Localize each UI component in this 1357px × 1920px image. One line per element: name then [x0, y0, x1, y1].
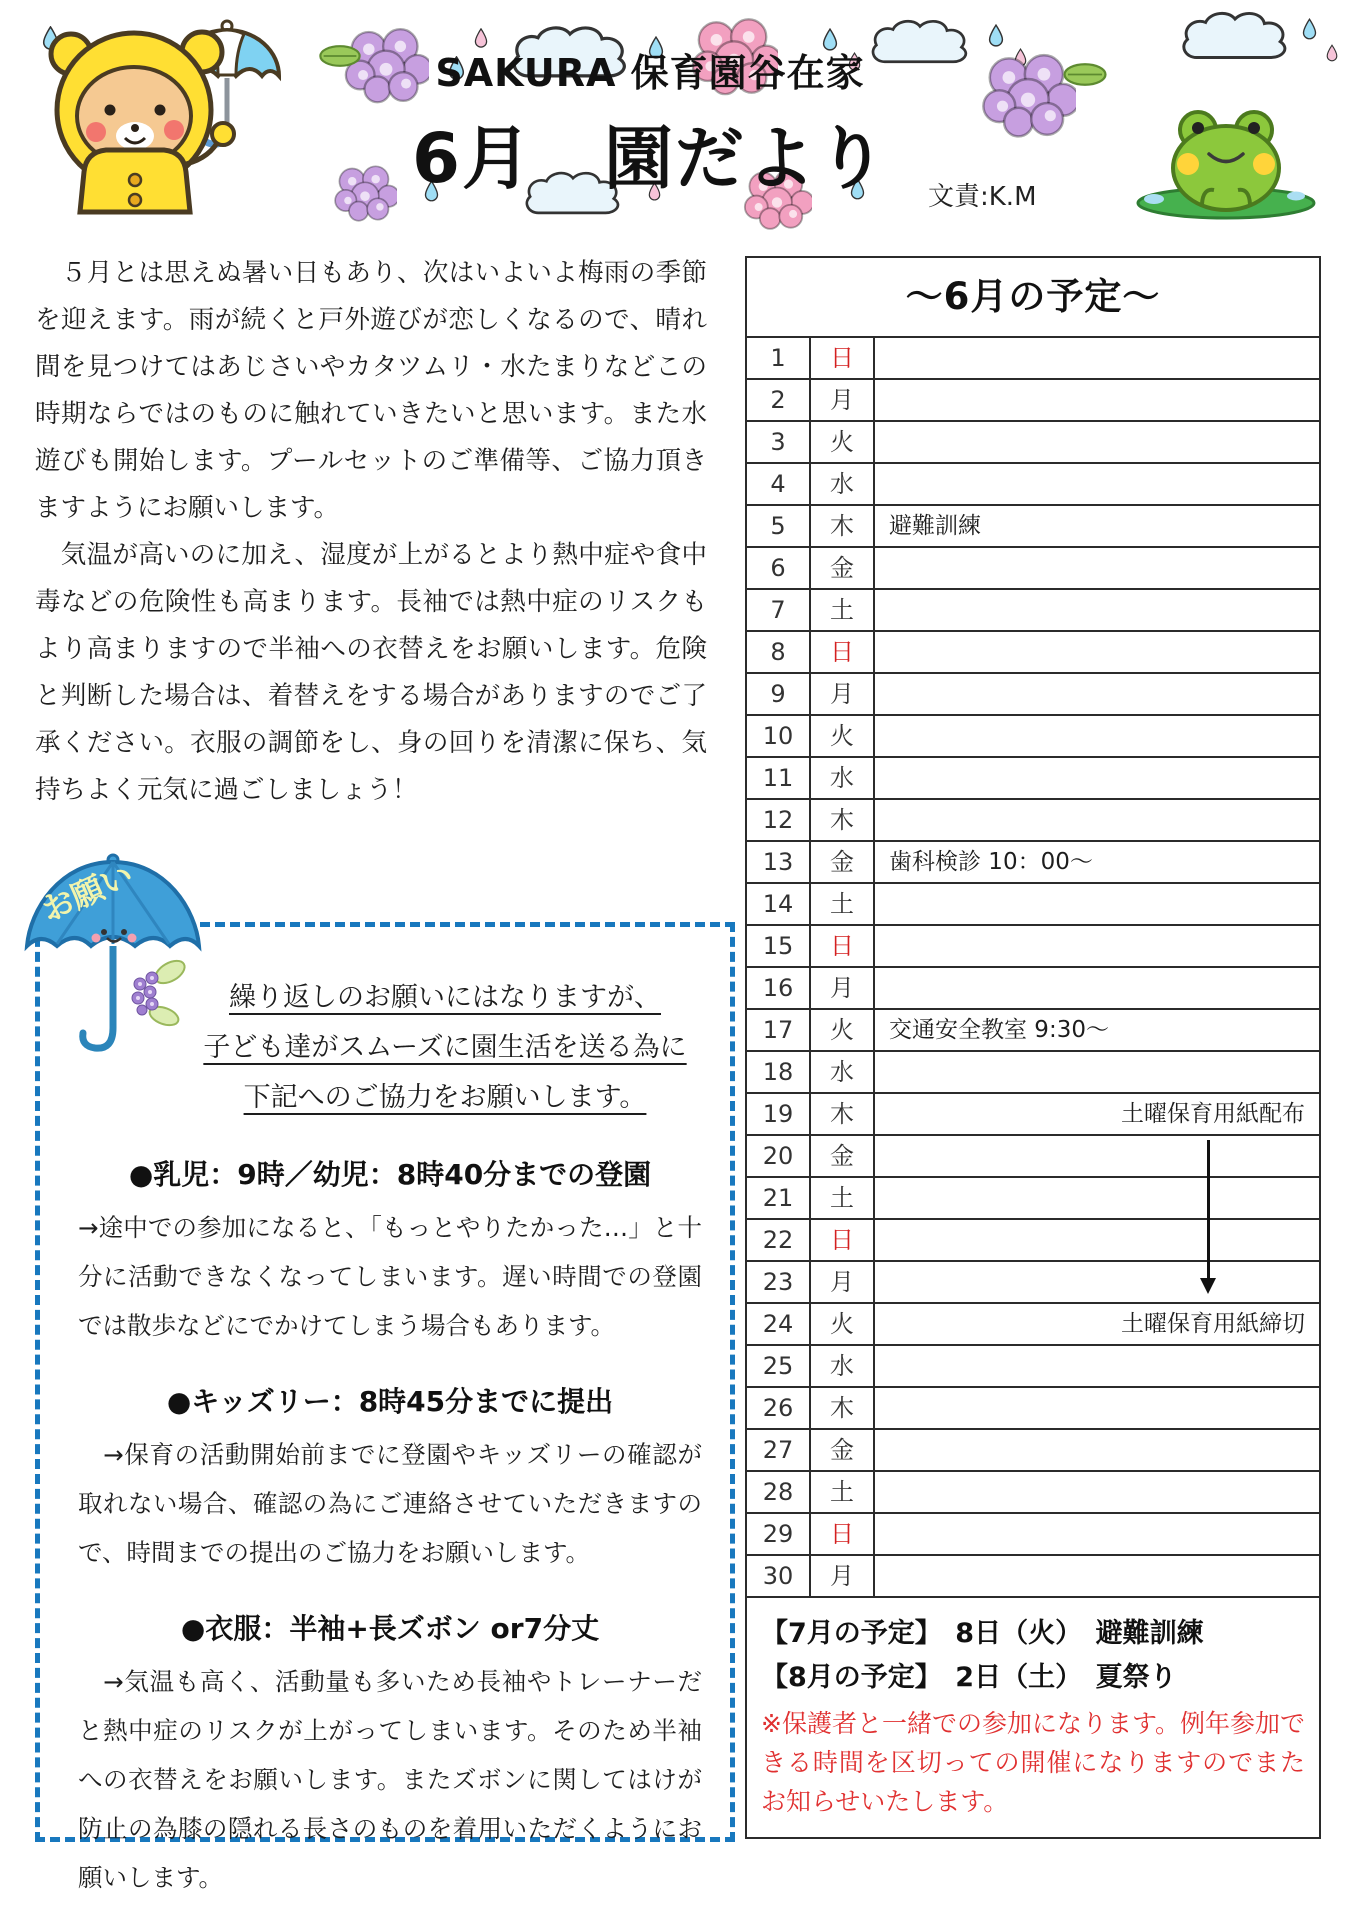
day-number: 24 [747, 1304, 811, 1344]
table-row [747, 1178, 1319, 1220]
event-cell [875, 800, 1319, 840]
weekday: 水 [811, 464, 875, 504]
weekday: 土 [811, 884, 875, 924]
request-intro [188, 973, 702, 1123]
weekday: 月 [811, 1262, 875, 1302]
calendar-rows [745, 338, 1321, 1598]
request-intro-line3: 下記へのご協力をお願いします。 [243, 1082, 647, 1113]
table-row [747, 632, 1319, 674]
table-row [747, 1388, 1319, 1430]
event-cell: 避難訓練 [889, 513, 981, 539]
weekday: 金 [811, 548, 875, 588]
request-intro-line2: 子ども達がスムーズに園生活を送る為に [203, 1032, 687, 1063]
table-row [747, 716, 1319, 758]
table-row [747, 758, 1319, 800]
section-heading: ●乳児：9時／幼児：8時40分までの登園 [128, 1158, 652, 1191]
section-heading: ●キッズリー：8時45分までに提出 [166, 1385, 614, 1418]
school-name: SAKURA 保育園谷在家 [435, 51, 865, 95]
event-cell [875, 1514, 1319, 1554]
table-row [747, 1094, 1319, 1136]
table-row [747, 380, 1319, 422]
event-cell [875, 590, 1319, 630]
section-body: →途中での参加になると、「もっとやりたかった…」と十分に活動できなくなってしまいます。遅い時間での登園では散歩などにでかけてしまう場合もあります。 [78, 1213, 702, 1340]
day-number: 17 [747, 1010, 811, 1050]
table-row [747, 1472, 1319, 1514]
table-row [747, 842, 1319, 884]
table-row [747, 338, 1319, 380]
table-row [747, 1556, 1319, 1598]
weekday: 日 [811, 926, 875, 966]
day-number: 23 [747, 1262, 811, 1302]
raindrop-icon [1326, 44, 1338, 62]
event-cell [875, 1472, 1319, 1512]
weekday: 金 [811, 1430, 875, 1470]
table-row [747, 548, 1319, 590]
weekday: 水 [811, 1346, 875, 1386]
table-row [747, 884, 1319, 926]
table-row [747, 506, 1319, 548]
table-row [747, 1220, 1319, 1262]
event-cell: 土曜保育用紙配布 [1121, 1101, 1305, 1127]
request-section-clothing [78, 1607, 702, 1902]
event-cell [875, 968, 1319, 1008]
weekday: 火 [811, 1304, 875, 1344]
raindrop-icon [988, 24, 1004, 47]
newsletter-header [350, 42, 950, 202]
day-number: 22 [747, 1220, 811, 1260]
event-cell [875, 548, 1319, 588]
table-row [747, 464, 1319, 506]
table-row [747, 1346, 1319, 1388]
event-cell: 土曜保育用紙締切 [1121, 1311, 1305, 1337]
table-row [747, 1304, 1319, 1346]
day-number: 2 [747, 380, 811, 420]
page-title: 6月 園だより [411, 119, 888, 199]
weekday: 火 [811, 716, 875, 756]
day-number: 26 [747, 1388, 811, 1428]
event-cell [875, 674, 1319, 714]
day-number: 30 [747, 1556, 811, 1596]
weekday: 水 [811, 1052, 875, 1092]
table-row [747, 422, 1319, 464]
event-cell [875, 464, 1319, 504]
day-number: 20 [747, 1136, 811, 1176]
schedule-title: ～6月の予定～ [745, 256, 1321, 338]
weekday: 金 [811, 1136, 875, 1176]
day-number: 11 [747, 758, 811, 798]
intro-paragraph-2: 気温が高いのに加え、湿度が上がるとより熱中症や食中毒などの危険性も高まります。長袖では熱中症のリスクもより高まりますので半袖への衣替えをお願いします。危険と判断した場合は、着替えをする場合がありますのでご了承ください。衣服の調節をし、身の回りを清潔に保ち、気持ちよく元気に過ごしましょう！ [35, 540, 707, 805]
weekday: 日 [811, 338, 875, 378]
table-row [747, 1136, 1319, 1178]
raindrop-icon [1302, 18, 1317, 40]
intro-text [35, 250, 707, 814]
weekday: 木 [811, 800, 875, 840]
event-cell [875, 1430, 1319, 1470]
day-number: 18 [747, 1052, 811, 1092]
day-number: 6 [747, 548, 811, 588]
weekday: 木 [811, 506, 875, 546]
event-cell [875, 758, 1319, 798]
intro-paragraph-1: ５月とは思えぬ暑い日もあり、次はいよいよ梅雨の季節を迎えます。雨が続くと戸外遊びが恋しくなるので、晴れ間を見つけてはあじさいやカタツムリ・水たまりなどこの時期ならではのものに触れていきたいと思います。また水遊びも開始します。プールセットのご準備等、ご協力頂きますようにお願いします。 [35, 258, 707, 523]
event-cell [875, 926, 1319, 966]
onegai-umbrella-icon [18, 850, 208, 1075]
day-number: 14 [747, 884, 811, 924]
frog-icon [1128, 92, 1324, 220]
schedule-arrow-down-icon [1207, 1140, 1210, 1288]
weekday: 土 [811, 1178, 875, 1218]
table-row [747, 968, 1319, 1010]
weekday: 日 [811, 632, 875, 672]
event-cell [875, 380, 1319, 420]
table-row [747, 1514, 1319, 1556]
weekday: 金 [811, 842, 875, 882]
table-row [747, 926, 1319, 968]
day-number: 19 [747, 1094, 811, 1134]
weekday: 月 [811, 674, 875, 714]
day-number: 7 [747, 590, 811, 630]
day-number: 5 [747, 506, 811, 546]
event-cell [875, 1052, 1319, 1092]
weekday: 月 [811, 968, 875, 1008]
event-cell [875, 1136, 1319, 1176]
author-credit: 文責:K.M [928, 182, 1037, 212]
parent-participation-note: ※保護者と一緒での参加になります。例年参加できる時間を区切っての開催になりますのでまたお知らせいたします。 [761, 1709, 1305, 1816]
july-plan: 【7月の予定】 8日（火） 避難訓練 [761, 1618, 1204, 1649]
day-number: 15 [747, 926, 811, 966]
request-intro-line1: 繰り返しのお願いにはなりますが、 [229, 982, 661, 1013]
event-cell [875, 1346, 1319, 1386]
table-row [747, 590, 1319, 632]
event-cell [875, 1388, 1319, 1428]
day-number: 21 [747, 1178, 811, 1218]
event-cell [875, 1262, 1319, 1302]
event-cell [875, 716, 1319, 756]
weekday: 火 [811, 1010, 875, 1050]
table-row [747, 1430, 1319, 1472]
request-section-kidsly [78, 1380, 702, 1577]
day-number: 1 [747, 338, 811, 378]
section-heading: ●衣服：半袖+長ズボン or7分丈 [180, 1612, 600, 1645]
request-section-arrival [78, 1153, 702, 1350]
weekday: 水 [811, 758, 875, 798]
day-number: 8 [747, 632, 811, 672]
bear-in-raincoat-icon [14, 12, 336, 218]
weekday: 日 [811, 1220, 875, 1260]
cloud-icon [1176, 10, 1294, 62]
day-number: 28 [747, 1472, 811, 1512]
event-cell [875, 1556, 1319, 1596]
day-number: 27 [747, 1430, 811, 1470]
section-body: →気温も高く、活動量も多いため長袖やトレーナーだと熱中症のリスクが上がってしまいます。そのため半袖への衣替えをお願いします。またズボンに関してはけが防止の為膝の隠れる長さのものを着用いただくようにお願いします。 [78, 1667, 702, 1892]
event-cell [875, 422, 1319, 462]
weekday: 木 [811, 1094, 875, 1134]
event-cell [875, 632, 1319, 672]
weekday: 月 [811, 1556, 875, 1596]
event-cell [875, 1220, 1319, 1260]
weekday: 火 [811, 422, 875, 462]
day-number: 4 [747, 464, 811, 504]
event-cell: 歯科検診 10：00～ [889, 849, 1093, 875]
june-schedule-table [745, 256, 1321, 1839]
day-number: 25 [747, 1346, 811, 1386]
day-number: 9 [747, 674, 811, 714]
day-number: 3 [747, 422, 811, 462]
weekday: 月 [811, 380, 875, 420]
event-cell [875, 338, 1319, 378]
august-plan: 【8月の予定】 2日（土） 夏祭り [761, 1662, 1177, 1693]
day-number: 10 [747, 716, 811, 756]
day-number: 29 [747, 1514, 811, 1554]
event-cell [875, 1178, 1319, 1218]
day-number: 16 [747, 968, 811, 1008]
table-row [747, 674, 1319, 716]
leaf-icon [1062, 62, 1108, 87]
day-number: 13 [747, 842, 811, 882]
table-row [747, 1262, 1319, 1304]
weekday: 日 [811, 1514, 875, 1554]
schedule-footer [745, 1598, 1321, 1839]
svg-text:お願い: お願い [35, 855, 139, 930]
event-cell: 交通安全教室 9:30～ [889, 1017, 1109, 1043]
day-number: 12 [747, 800, 811, 840]
weekday: 土 [811, 1472, 875, 1512]
section-body: →保育の活動開始前までに登園やキッズリーの確認が取れない場合、確認の為にご連絡させていただきますので、時間までの提出のご協力をお願いします。 [78, 1440, 702, 1567]
weekday: 土 [811, 590, 875, 630]
table-row [747, 1052, 1319, 1094]
weekday: 木 [811, 1388, 875, 1428]
table-row [747, 1010, 1319, 1052]
event-cell [875, 884, 1319, 924]
table-row [747, 800, 1319, 842]
